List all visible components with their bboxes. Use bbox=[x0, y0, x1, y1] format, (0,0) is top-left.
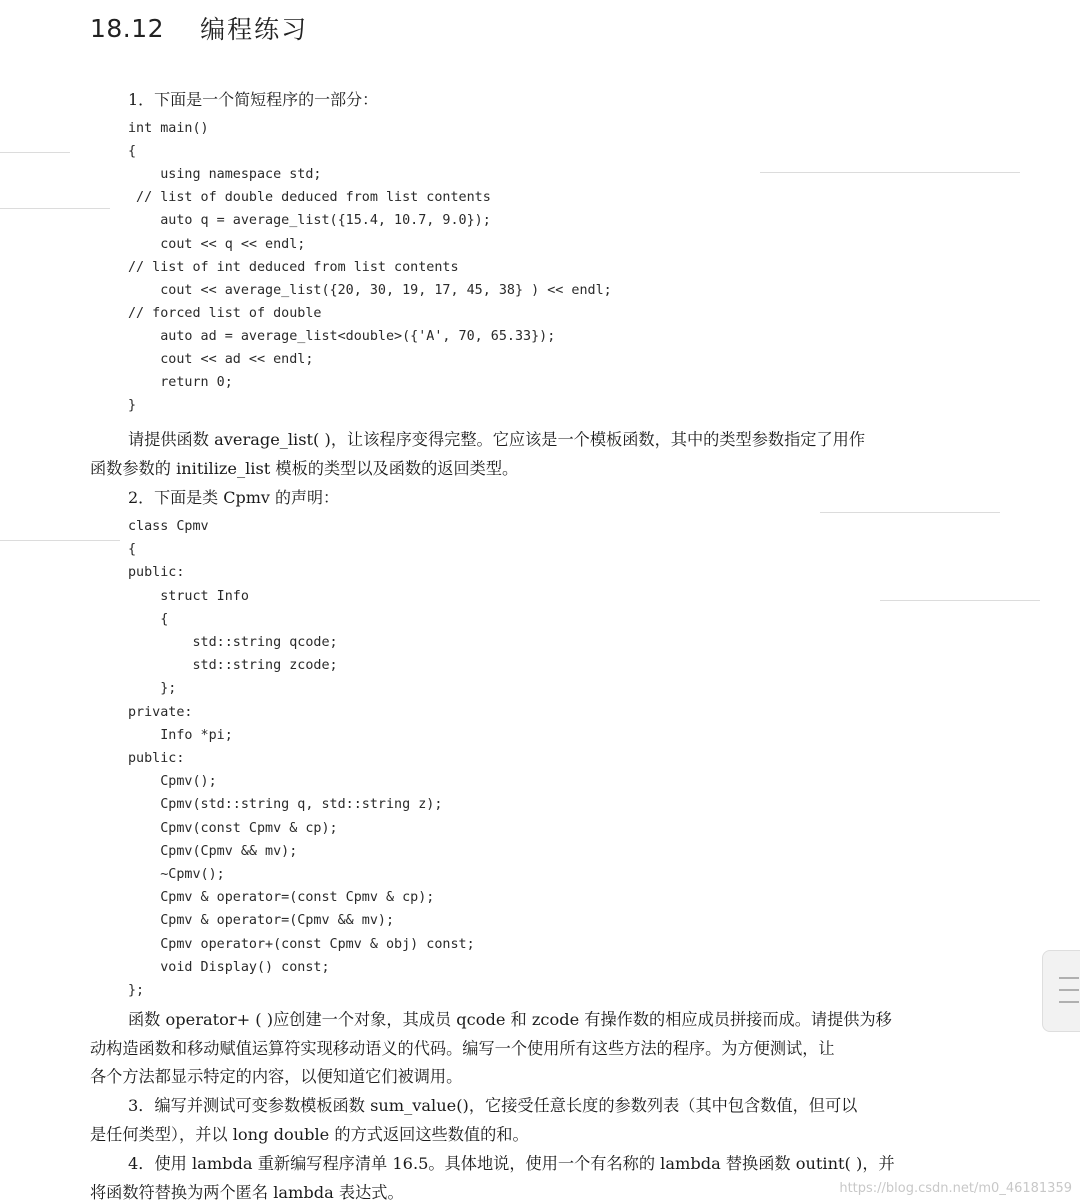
code-line: Cpmv & operator=(Cpmv && mv); bbox=[128, 913, 395, 929]
code-line: ~Cpmv(); bbox=[128, 867, 225, 882]
scan-noise bbox=[820, 512, 1000, 513]
watermark-url: https://blog.csdn.net/m0_46181359 bbox=[839, 1181, 1072, 1196]
code-line: Cpmv(Cpmv && mv); bbox=[128, 843, 298, 859]
code-line: { bbox=[128, 542, 137, 558]
paragraph-line: 3．编写并测试可变参数模板函数 sum_value()，它接受任意长度的参数列表（其中包含数值，但可以 bbox=[128, 1096, 858, 1115]
code-line: public: bbox=[128, 565, 185, 581]
section-title: 编程练习 bbox=[200, 15, 309, 44]
scan-noise bbox=[0, 208, 110, 209]
code-line: Cpmv & operator=(const Cpmv & cp); bbox=[128, 890, 435, 906]
side-menu-tab[interactable] bbox=[1042, 950, 1080, 1032]
scan-noise bbox=[760, 172, 1020, 173]
code-line: Cpmv(); bbox=[128, 774, 217, 790]
code-line: // list of double deduced from list contents bbox=[128, 190, 491, 206]
code-line: cout << q << endl; bbox=[128, 236, 306, 252]
section-number: 18.12 bbox=[90, 13, 165, 43]
code-line: }; bbox=[128, 681, 177, 697]
section-heading bbox=[90, 6, 308, 50]
paragraph-line: 是任何类型），并以 long double 的方式返回这些数值的和。 bbox=[90, 1124, 529, 1144]
code-line: Cpmv operator+(const Cpmv & obj) const; bbox=[128, 936, 475, 952]
code-line: { bbox=[128, 144, 137, 160]
code-line: int main() bbox=[128, 121, 209, 136]
scan-noise bbox=[880, 600, 1040, 601]
code-line: auto q = average_list({15.4, 10.7, 9.0}); bbox=[128, 213, 491, 229]
code-line: return 0; bbox=[128, 375, 233, 391]
scan-noise bbox=[0, 152, 70, 153]
code-line: Cpmv(const Cpmv & cp); bbox=[128, 820, 338, 836]
code-line: private: bbox=[128, 704, 193, 720]
code-line: { bbox=[128, 611, 169, 627]
paragraph-line: 函数 operator+ ( )应创建一个对象，其成员 qcode 和 zcode 有操作数的相应成员拼接而成。请提供为移 bbox=[128, 1010, 892, 1029]
code-line: } bbox=[128, 398, 137, 414]
code-line: using namespace std; bbox=[128, 167, 322, 183]
scan-noise bbox=[0, 540, 120, 541]
question-2-intro: 2．下面是类 Cpmv 的声明： bbox=[128, 488, 340, 507]
code-line: // list of int deduced from list contents bbox=[128, 259, 459, 275]
paragraph-line: 4．使用 lambda 重新编写程序清单 16.5。具体地说，使用一个有名称的 lambda 替换函数 outint( )，并 bbox=[128, 1154, 895, 1173]
code-line: Cpmv(std::string q, std::string z); bbox=[128, 797, 443, 813]
code-line: Info *pi; bbox=[128, 727, 233, 743]
code-line: cout << ad << endl; bbox=[128, 352, 314, 367]
code-line: void Display() const; bbox=[128, 959, 330, 975]
question-1-intro: 1．下面是一个简短程序的一部分： bbox=[128, 90, 379, 109]
paragraph-line: 函数参数的 initilize_list 模板的类型以及函数的返回类型。 bbox=[90, 458, 519, 478]
code-line: struct Info bbox=[128, 588, 249, 604]
question-2-description bbox=[90, 1006, 990, 1092]
paragraph-line: 各个方法都显示特定的内容，以便知道它们被调用。 bbox=[90, 1067, 463, 1086]
paragraph-line: 请提供函数 average_list( )，让该程序变得完整。它应该是一个模板函数，其中的类型参数指定了用作 bbox=[128, 430, 866, 449]
question-3 bbox=[90, 1092, 990, 1149]
code-line: public: bbox=[128, 751, 185, 766]
menu-line-icon bbox=[1059, 1001, 1079, 1003]
menu-line-icon bbox=[1059, 989, 1079, 991]
paragraph-line: 将函数符替换为两个匿名 lambda 表达式。 bbox=[90, 1182, 404, 1202]
question-1-description bbox=[90, 426, 990, 483]
code-line: cout << average_list({20, 30, 19, 17, 45, 38} ) << endl; bbox=[128, 282, 612, 298]
code-line: }; bbox=[128, 983, 145, 998]
code-line: auto ad = average_list<double>({'A', 70, 65.33}); bbox=[128, 328, 556, 344]
menu-line-icon bbox=[1059, 977, 1079, 979]
code-line: std::string qcode; bbox=[128, 635, 338, 650]
code-line: std::string zcode; bbox=[128, 658, 338, 674]
code-line: class Cpmv bbox=[128, 519, 209, 534]
code-line: // forced list of double bbox=[128, 305, 322, 321]
paragraph-line: 动构造函数和移动赋值运算符实现移动语义的代码。编写一个使用所有这些方法的程序。为方便测试，让 bbox=[90, 1038, 835, 1058]
